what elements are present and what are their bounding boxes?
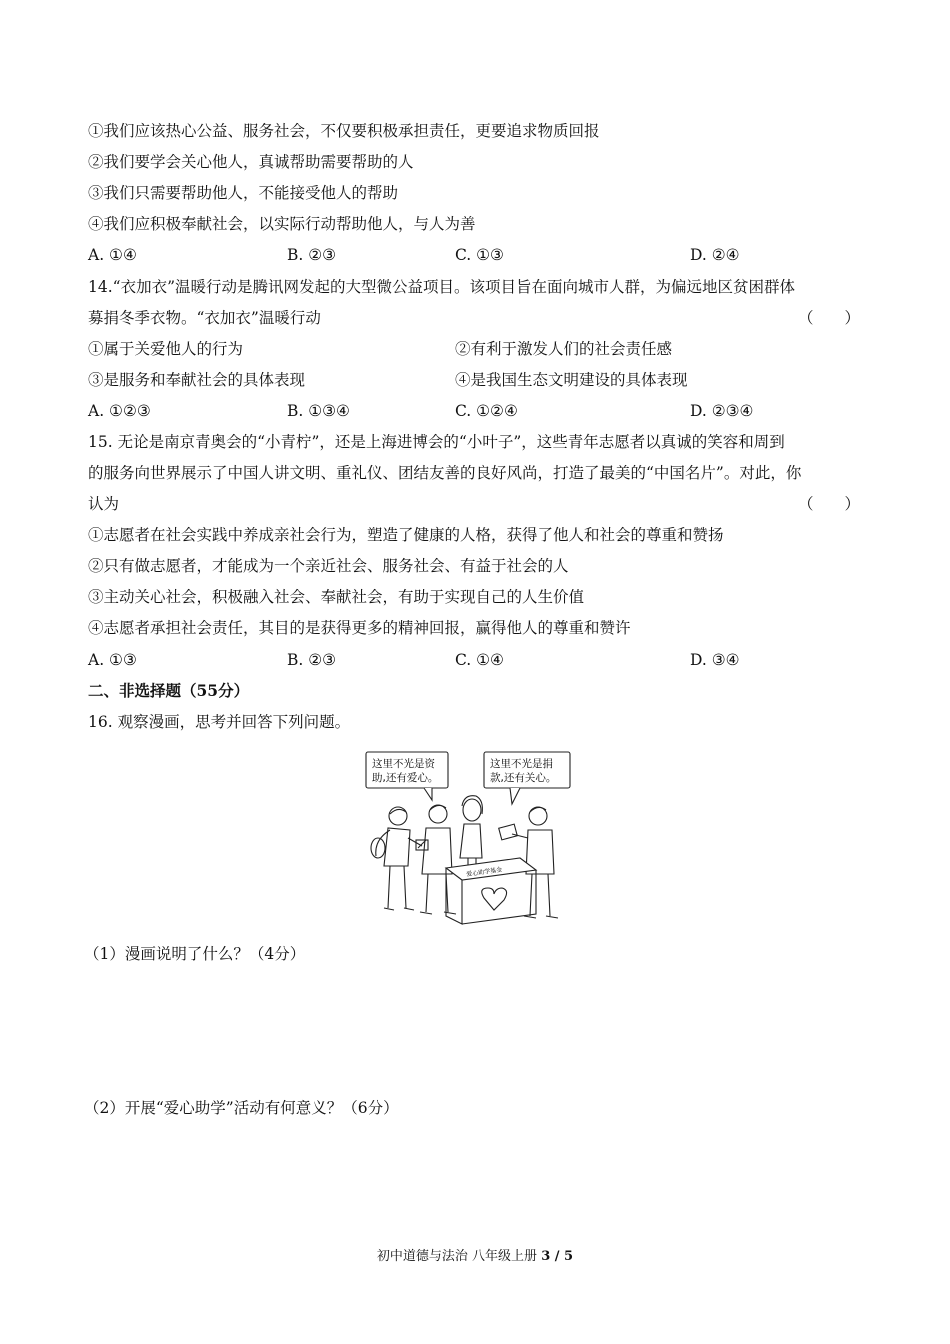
q15-item-1: ①志愿者在社会实践中养成亲社会行为，塑造了健康的人格，获得了他人和社会的尊重和赞扬	[88, 526, 724, 544]
heart-icon	[482, 888, 507, 910]
q16-sub2: （2）开展“爱心助学”活动有何意义？（6分）	[84, 1099, 399, 1117]
footer-text: 初中道德与法治 八年级上册	[376, 1249, 542, 1264]
q15-option-a: A. ①③	[88, 651, 137, 669]
section-title: 二、非选择题（55分）	[88, 681, 250, 700]
q13-option-d: D. ②④	[690, 246, 740, 264]
bubble-right-line1: 这里不光是捐	[490, 758, 553, 770]
q16-sub1: （1）漫画说明了什么？（4分）	[84, 945, 306, 963]
q14-option-b: B. ①③④	[287, 402, 350, 420]
q14-item-4: ④是我国生态文明建设的具体表现	[455, 371, 688, 389]
q16-stem: 16. 观察漫画，思考并回答下列问题。	[88, 713, 351, 731]
q15-item-3: ③主动关心社会，积极融入社会、奉献社会，有助于实现自己的人生价值	[88, 588, 585, 606]
q14-item-3: ③是服务和奉献社会的具体表现	[88, 371, 306, 389]
q15-option-c: C. ①④	[455, 651, 504, 669]
q15-stem-line3: 认为	[88, 495, 120, 513]
q14-option-d: D. ②③④	[690, 402, 754, 420]
q14-option-a: A. ①②③	[88, 402, 151, 420]
q13-item-1: ①我们应该热心公益、服务社会，不仅要积极承担责任，更要追求物质回报	[88, 122, 600, 140]
q14-answer-paren: （ ）	[798, 309, 861, 327]
q13-item-2: ②我们要学会关心他人，真诚帮助需要帮助的人	[88, 153, 414, 171]
q14-stem-line1: 14.“衣加衣”温暖行动是腾讯网发起的大型微公益项目。该项目旨在面向城市人群，为偏远地区贫困群体	[88, 278, 796, 296]
q15-option-b: B. ②③	[287, 651, 337, 669]
q14-item-1: ①属于关爱他人的行为	[88, 340, 244, 358]
q15-item-4: ④志愿者承担社会责任，其目的是获得更多的精神回报，赢得他人的尊重和赞许	[88, 619, 631, 637]
q14-option-c: C. ①②④	[455, 402, 518, 420]
bubble-left-line2: 助,还有爱心。	[372, 772, 439, 784]
page-footer	[0, 1245, 950, 1264]
q15-option-d: D. ③④	[690, 651, 740, 669]
q14-stem-line2: 募捐冬季衣物。“衣加衣”温暖行动	[88, 309, 321, 327]
box-label: 爱心助学基金	[465, 866, 503, 879]
q13-option-a: A. ①④	[88, 246, 137, 264]
q13-item-3: ③我们只需要帮助他人，不能接受他人的帮助	[88, 184, 399, 202]
q13-option-c: C. ①③	[455, 246, 504, 264]
person-receiver-center	[416, 805, 456, 914]
q15-item-2: ②只有做志愿者，才能成为一个亲近社会、服务社会、有益于社会的人	[88, 557, 569, 575]
q15-stem-line2: 的服务向世界展示了中国人讲文明、重礼仪、团结友善的良好风尚，打造了最美的“中国名片”。对此，你	[88, 464, 802, 482]
q15-stem-line1: 15. 无论是南京青奥会的“小青柠”，还是上海进博会的“小叶子”，这些青年志愿者以真诚的笑容和周到	[88, 433, 785, 451]
person-donor-left	[371, 807, 422, 910]
bubble-left-line1: 这里不光是资	[372, 758, 435, 770]
q14-item-2: ②有利于激发人们的社会责任感	[455, 340, 673, 358]
q13-item-4: ④我们应积极奉献社会，以实际行动帮助他人，与人为善	[88, 215, 476, 233]
q15-answer-paren: （ ）	[798, 495, 861, 513]
bubble-right-line2: 款,还有关心。	[490, 772, 557, 784]
q13-option-b: B. ②③	[287, 246, 337, 264]
page-number: 3 / 5	[541, 1249, 574, 1264]
cartoon-illustration	[360, 748, 590, 928]
